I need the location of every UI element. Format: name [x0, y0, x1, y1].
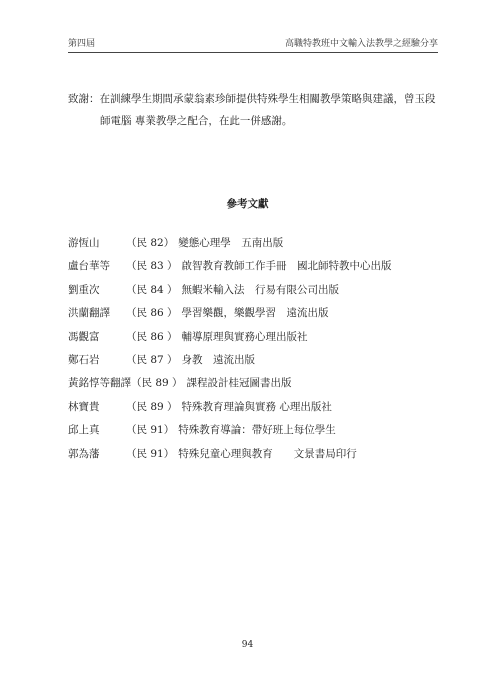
reference-year: （民 91） [126, 424, 175, 437]
reference-title-publisher: 啟智教育教師工作手冊 國北師特教中心出版 [181, 260, 392, 273]
reference-author: 鄭石岩 [68, 353, 100, 366]
reference-title-publisher: 特殊兒童心理與教育 文景書局印行 [178, 447, 357, 460]
reference-title-publisher: 無蝦米輸入法 行易有限公司出版 [181, 283, 340, 296]
reference-year: （民 91） [126, 447, 175, 460]
acknowledgement-line-1: 致謝：在訓練學生期間承蒙翁素珍師提供特殊學生相關教學策略與建議，曾玉段 [68, 93, 436, 105]
header-conference: 第四屆 [68, 39, 96, 49]
reference-title-publisher: 特殊教育導論：帶好班上每位學生 [178, 424, 336, 437]
page-number: 94 [241, 640, 254, 650]
reference-title-publisher: 特殊教育理論與實務 心理出版社 [181, 400, 332, 413]
reference-author: 游恆山 [68, 237, 100, 249]
reference-author: 馮觀富 [68, 330, 100, 343]
reference-author: 盧台華等 [68, 260, 110, 273]
reference-author: 郭為藩 [68, 447, 100, 460]
reference-item [68, 302, 438, 325]
reference-title-publisher: 輔導原理與實務心理出版社 [181, 330, 308, 343]
reference-item [68, 326, 438, 349]
reference-title-publisher: 課程設計桂冠圖書出版 [186, 377, 292, 390]
acknowledgement-paragraph [68, 88, 438, 132]
reference-year: （民 89 ） [131, 377, 183, 390]
reference-item [68, 279, 438, 302]
reference-item [68, 396, 438, 419]
references-heading: 參考文獻 [226, 198, 269, 210]
reference-item [68, 349, 438, 372]
reference-author: 洪蘭翻譯 [68, 307, 110, 320]
reference-year: （民 89 ） [126, 400, 178, 413]
reference-item [68, 372, 438, 395]
reference-author: 林寶貴 [68, 400, 100, 413]
acknowledgement-line-2: 師電腦 專業教學之配合，在此一併感謝。 [100, 115, 293, 127]
reference-year: （民 84 ） [126, 283, 178, 296]
reference-title-publisher: 身教 遠流出版 [181, 353, 256, 366]
header-paper-title: 高職特教班中文輸入法教學之經驗分享 [284, 39, 438, 49]
reference-author: 邱上真 [68, 424, 100, 437]
reference-item [68, 232, 438, 255]
reference-year: （民 86 ） [126, 330, 178, 343]
reference-author: 黃銘惇等翻譯 [68, 377, 131, 390]
reference-title-publisher: 變態心理學 五南出版 [178, 237, 284, 249]
reference-year: （民 82） [126, 237, 175, 249]
reference-author: 劉重次 [68, 283, 100, 296]
running-header [68, 36, 438, 50]
reference-item [68, 419, 438, 442]
header-rule [68, 52, 438, 53]
reference-item [68, 443, 438, 466]
reference-year: （民 83 ） [126, 260, 178, 273]
reference-year: （民 86 ） [126, 307, 178, 320]
reference-title-publisher: 學習樂觀，樂觀學習 遠流出版 [181, 307, 329, 320]
reference-item [68, 255, 438, 278]
references-list [68, 232, 438, 466]
reference-year: （民 87 ） [126, 353, 178, 366]
